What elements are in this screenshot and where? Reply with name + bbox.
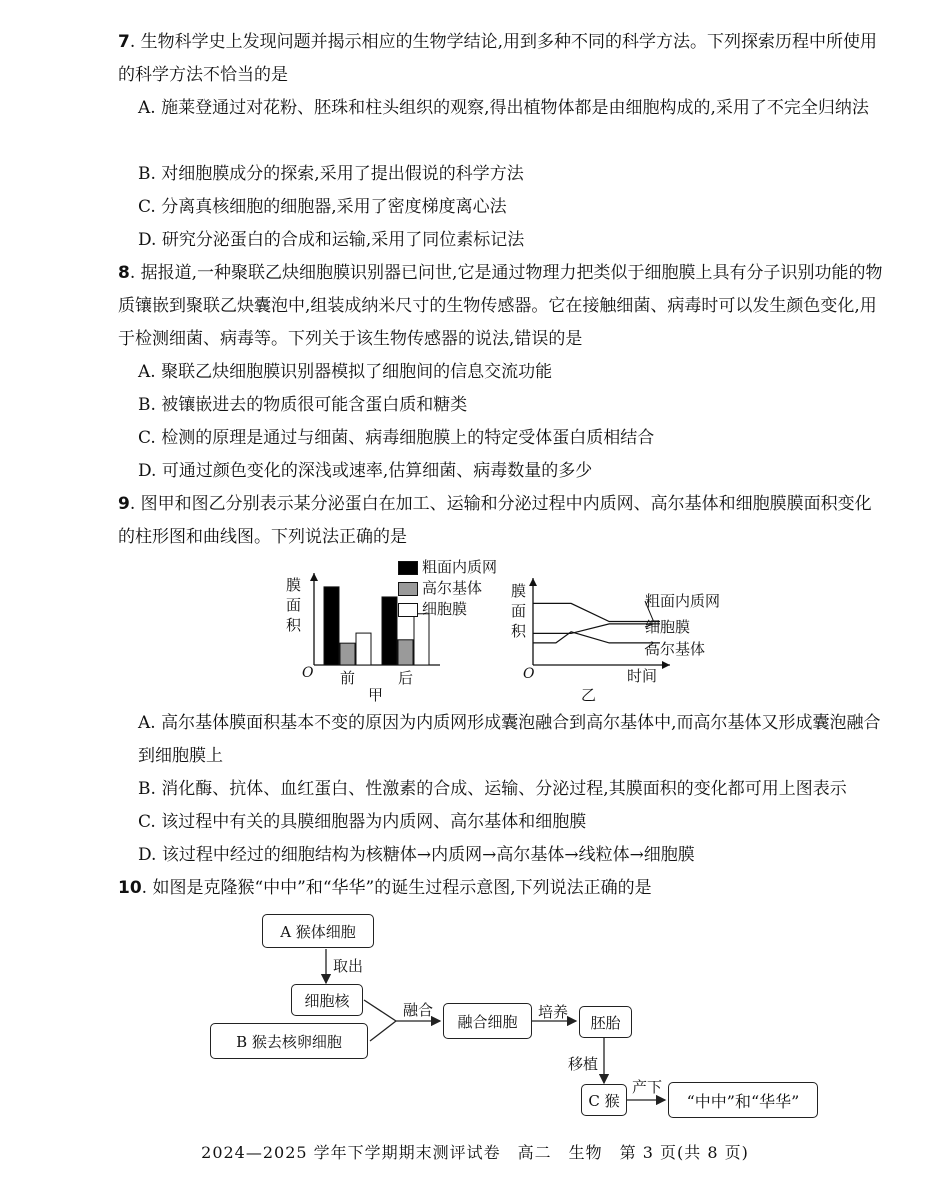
- q8-option-a: A. 聚联乙炔细胞膜识别器模拟了细胞间的信息交流功能: [138, 362, 553, 382]
- bar-粗面内质网-后: [382, 597, 397, 665]
- label-birth: 产下: [632, 1078, 663, 1096]
- question-9-stem: [118, 488, 888, 554]
- legend-swatch: [398, 603, 418, 617]
- box-fused-cell: 融合细胞: [443, 1003, 532, 1039]
- question-number: 7: [118, 32, 130, 52]
- legend-label: 细胞膜: [422, 600, 468, 618]
- label-takeout: 取出: [333, 957, 364, 975]
- chart-legend: [398, 557, 497, 620]
- y-axis-arrow: [310, 573, 318, 581]
- box-nucleus: 细胞核: [291, 984, 363, 1016]
- box-embryo: 胚胎: [579, 1006, 632, 1038]
- bar-粗面内质网-前: [324, 587, 339, 665]
- box-monkey-a-somatic-cell: A 猴体细胞: [262, 914, 374, 948]
- chart-title: 乙: [581, 686, 597, 703]
- join-line-bottom: [370, 1021, 396, 1041]
- series-label: 粗面内质网: [645, 592, 721, 610]
- question-text: . 据报道,一种聚联乙炔细胞膜识别器已问世,它是通过物理力把类似于细胞膜上具有分子识别功能的物质镶嵌到聚联乙炔囊泡中,组装成纳米尺寸的生物传感器。它在接触细菌、病毒时可以发生颜色变化,用于检测细菌、病毒等。下列关于该生物传感器的说法,错误的是: [118, 263, 883, 349]
- label-culture: 培养: [538, 1003, 569, 1021]
- q9-option-a: A. 高尔基体膜面积基本不变的原因为内质网形成囊泡融合到高尔基体中,而高尔基体又形成囊泡融合到细胞膜上: [138, 713, 881, 766]
- line-chart-yi: [505, 570, 765, 703]
- question-8-stem: [118, 257, 888, 356]
- bar-高尔基体-后: [398, 640, 413, 665]
- question-number: 10: [118, 878, 142, 898]
- q8-option-d: D. 可通过颜色变化的深浅或速率,估算细菌、病毒数量的多少: [138, 461, 593, 481]
- bar-高尔基体-前: [340, 643, 355, 665]
- x-tick-label: 前: [340, 669, 356, 687]
- q9-option-c: C. 该过程中有关的具膜细胞器为内质网、高尔基体和细胞膜: [138, 812, 587, 832]
- y-axis-arrow: [529, 578, 537, 586]
- legend-item: [398, 599, 497, 620]
- q7-option-b: B. 对细胞膜成分的探索,采用了提出假说的科学方法: [138, 164, 524, 184]
- join-line-top: [364, 1000, 396, 1021]
- q8-option-c: C. 检测的原理是通过与细菌、病毒细胞膜上的特定受体蛋白质相结合: [138, 428, 655, 448]
- legend-label: 高尔基体: [422, 579, 483, 597]
- question-text: . 如图是克隆猴“中中”和“华华”的诞生过程示意图,下列说法正确的是: [141, 878, 652, 898]
- x-axis-label: 时间: [627, 667, 658, 685]
- q9-option-d: D. 该过程中经过的细胞结构为核糖体→内质网→高尔基体→线粒体→细胞膜: [138, 845, 695, 865]
- origin-label: O: [302, 665, 314, 681]
- y-axis-label-char: 膜: [286, 576, 302, 594]
- q7-option-c: C. 分离真核细胞的细胞器,采用了密度梯度离心法: [138, 197, 507, 217]
- x-axis-arrow: [662, 661, 670, 669]
- q8-option-b: B. 被镶嵌进去的物质很可能含蛋白质和糖类: [138, 395, 468, 415]
- series-label: 细胞膜: [645, 618, 691, 636]
- q7-option-a: A. 施莱登通过对花粉、胚珠和柱头组织的观察,得出植物体都是由细胞构成的,采用了不完全归纳法: [138, 98, 869, 118]
- box-monkey-b-enucleated-egg: B 猴去核卵细胞: [210, 1023, 368, 1059]
- chart-title: 甲: [368, 686, 384, 703]
- box-zhongzhong-huahua: “中中”和“华华”: [668, 1082, 818, 1118]
- y-axis-label-char: 面: [286, 596, 302, 614]
- question-number: 9: [118, 494, 130, 514]
- box-monkey-c: C 猴: [581, 1084, 627, 1116]
- label-fuse: 融合: [403, 1001, 434, 1019]
- y-axis-label-char: 面: [511, 602, 527, 620]
- question-text: . 生物科学史上发现问题并揭示相应的生物学结论,用到多种不同的科学方法。下列探索历程中所使用的科学方法不恰当的是: [118, 32, 878, 85]
- question-text: . 图甲和图乙分别表示某分泌蛋白在加工、运输和分泌过程中内质网、高尔基体和细胞膜膜面积变化的柱形图和曲线图。下列说法正确的是: [118, 494, 872, 547]
- y-axis-label-char: 积: [511, 622, 527, 640]
- bar-细胞膜-后: [414, 614, 429, 665]
- q7-option-d: D. 研究分泌蛋白的合成和运输,采用了同位素标记法: [138, 230, 525, 250]
- legend-label: 粗面内质网: [422, 558, 498, 576]
- x-tick-label: 后: [398, 669, 414, 687]
- legend-swatch: [398, 561, 418, 575]
- legend-item: [398, 578, 497, 599]
- line-粗面内质网: [533, 603, 660, 621]
- series-label: 高尔基体: [645, 640, 706, 658]
- bar-细胞膜-前: [356, 633, 371, 665]
- label-transplant: 移植: [568, 1055, 599, 1073]
- legend-item: [398, 557, 497, 578]
- y-axis-label-char: 积: [286, 616, 302, 634]
- y-axis-label-char: 膜: [511, 582, 527, 600]
- question-7-stem: [118, 26, 888, 92]
- origin-label: O: [523, 666, 535, 682]
- legend-swatch: [398, 582, 418, 596]
- question-number: 8: [118, 263, 130, 283]
- page-footer: 2024—2025 学年下学期期末测评试卷 高二 生物 第 3 页(共 8 页): [201, 1143, 749, 1162]
- q9-option-b: B. 消化酶、抗体、血红蛋白、性激素的合成、运输、分泌过程,其膜面积的变化都可用上图表示: [138, 779, 847, 799]
- line-细胞膜: [533, 624, 660, 634]
